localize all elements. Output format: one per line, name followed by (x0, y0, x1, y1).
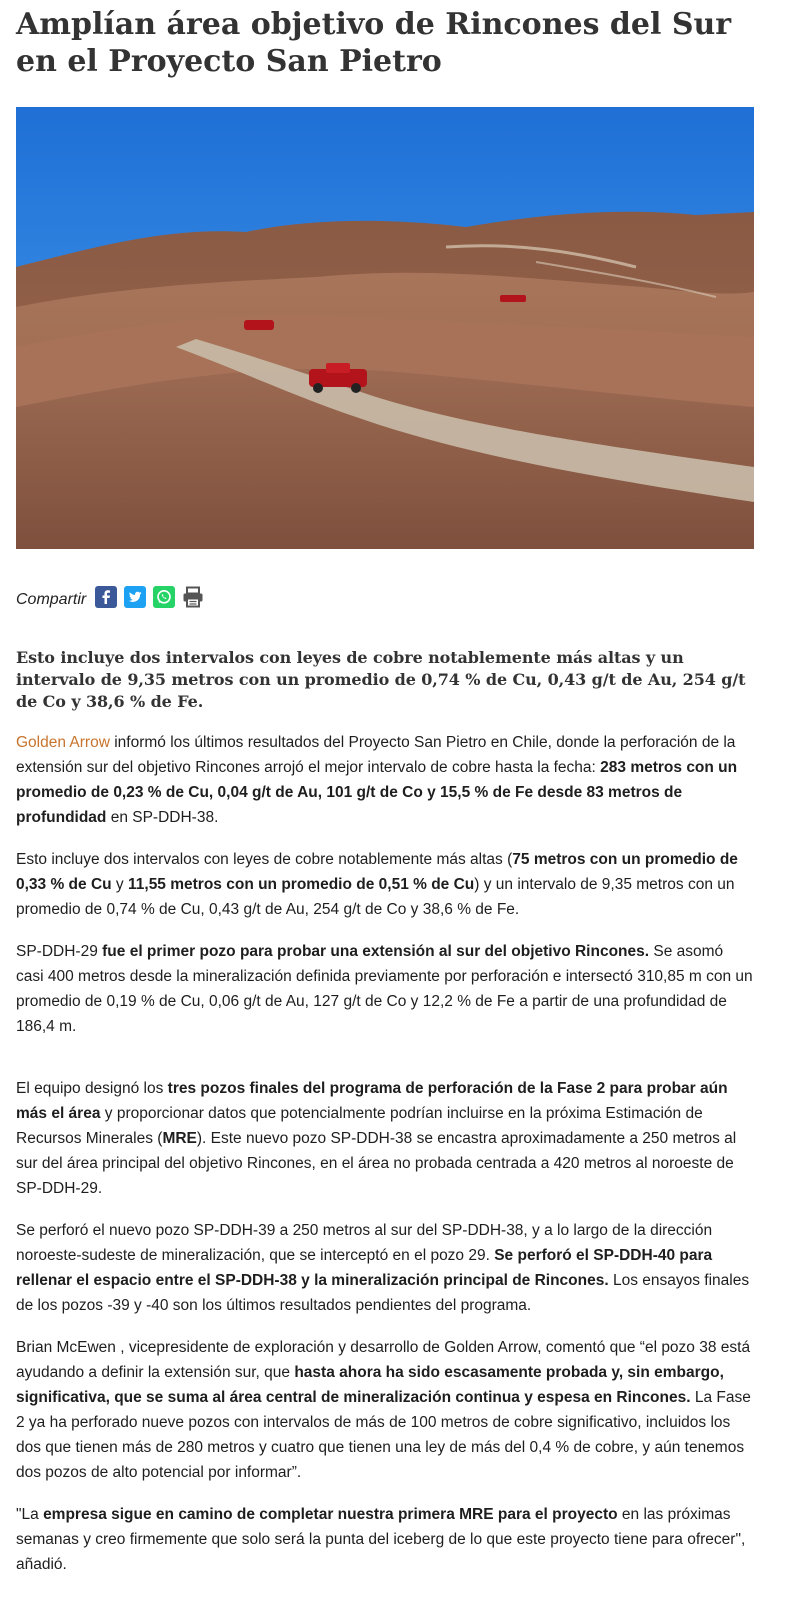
lead-paragraph: Esto incluye dos intervalos con leyes de cobre notablemente más altas y un intervalo de 9,35 metros con un promedio de 0,74 % de Cu, 0,43 g/t de Au, 254 g/t de Co y 38,6 % de Fe. (16, 648, 746, 711)
paragraph-5: Se perforó el nuevo pozo SP-DDH-39 a 250 metros al sur del SP-DDH-38, y a lo largo de la dirección noroeste-sudeste de mineralización, que se interceptó en el pozo 29. Se perforó el SP-DDH-40 para rellenar el espacio entre el SP-DDH-38 y la mineralización principal de Rincones. Los ensayos finales de los pozos -39 y -40 son los últimos resultados pendientes del programa. (16, 1222, 750, 1314)
golden-arrow-link[interactable]: Golden Arrow (16, 734, 110, 751)
paragraph-6: Brian McEwen , vicepresidente de exploración y desarrollo de Golden Arrow, comentó que “el pozo 38 está ayudando a definir la extensión sur, que hasta ahora ha sido escasamente probada y, sin embargo, significativa, que se suma al área central de mineralización continua y espesa en Rincones. La Fase 2 ya ha perforado nueve pozos con intervalos de más de 100 metros de cobre significativo, incluidos los dos que tienen más de 280 metros y cuatro que tienen una ley de más del 0,4 % de cobre, y aún tenemos dos pozos de alto potencial por informar”. (16, 1339, 751, 1481)
facebook-icon[interactable] (95, 586, 117, 608)
whatsapp-icon[interactable] (153, 586, 175, 608)
share-bar (16, 582, 754, 612)
spacer (16, 1039, 754, 1059)
paragraph-7: "La empresa sigue en camino de completar nuestra primera MRE para el proyecto en las próximas semanas y creo firmemente que solo será la punta del iceberg de lo que este proyecto tiene para ofrecer", añadió. (16, 1506, 746, 1573)
article-title: Amplían área objetivo de Rincones del Sur en el Proyecto San Pietro (16, 7, 732, 79)
twitter-icon[interactable] (124, 586, 146, 608)
print-icon[interactable] (182, 586, 204, 608)
hero-image (16, 107, 754, 549)
paragraph-2: Esto incluye dos intervalos con leyes de cobre notablemente más altas (75 metros con un promedio de 0,33 % de Cu y 11,55 metros con un promedio de 0,51 % de Cu) y un intervalo de 9,35 metros con un promedio de 0,74 % de Cu, 0,43 g/t de Au, 254 g/t de Co y 38,6 % de Fe. (16, 851, 738, 918)
paragraph-3: SP-DDH-29 fue el primer pozo para probar una extensión al sur del objetivo Rincones. Se asomó casi 400 metros desde la mineralización definida previamente por perforación e intersectó 310,85 m con un promedio de 0,19 % de Cu, 0,06 g/t de Au, 127 g/t de Co y 12,2 % de Fe a partir de una profundidad de 186,4 m. (16, 943, 753, 1035)
paragraph-1: Golden Arrow informó los últimos resultados del Proyecto San Pietro en Chile, donde la perforación de la extensión sur del objetivo Rincones arrojó el mejor intervalo de cobre hasta la fecha: 283 metros con un promedio de 0,23 % de Cu, 0,04 g/t de Au, 101 g/t de Co y 15,5 % de Fe desde 83 metros de profundidad en SP-DDH-38. (16, 734, 738, 826)
article (0, 6, 770, 1577)
paragraph-4: El equipo designó los tres pozos finales del programa de perforación de la Fase 2 para probar aún más el área y proporcionar datos que potencialmente podrían incluirse en la próxima Estimación de Recursos Minerales (MRE). Este nuevo pozo SP-DDH-38 se encastra aproximadamente a 250 metros al sur del área principal del objetivo Rincones, en el área no probada centrada a 420 metros al noroeste de SP-DDH-29. (16, 1080, 737, 1197)
share-label: Compartir (16, 590, 87, 608)
